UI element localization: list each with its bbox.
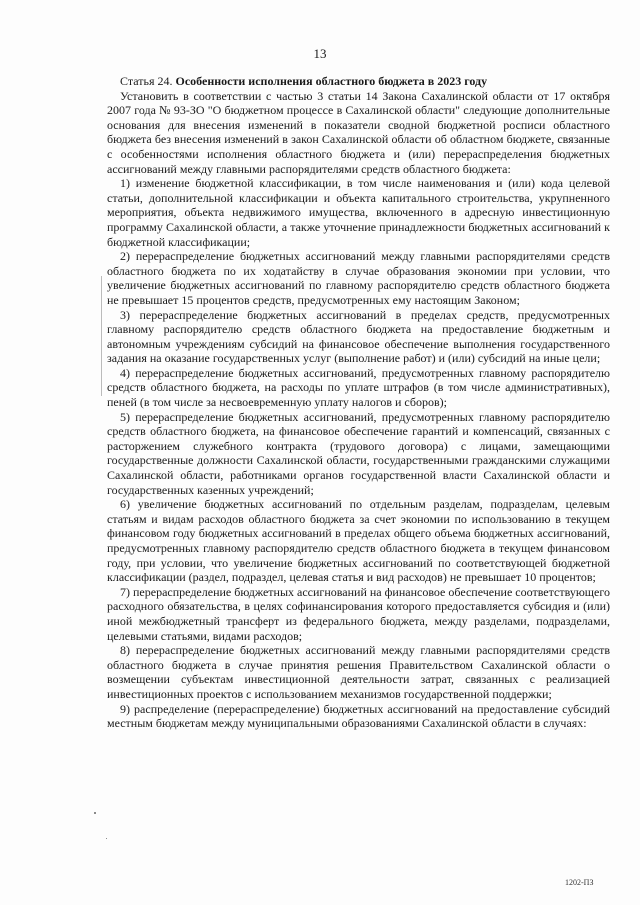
item-8: 8) перераспределение бюджетных ассигнований между главными распорядителями средств областного бюджета в случае принятия решения Правительством Сахалинской области о возмещении субъектам инвестиционной деятельности затрат, связанных с реализацией инвестиционных проектов с использованием механизмов государственной поддержки; bbox=[107, 643, 610, 701]
item-7: 7) перераспределение бюджетных ассигнований на финансовое обеспечение соответствующего расходного обязательства, в целях софинансирования которого предоставляется субсидия и (или) иной межбюджетный трансферт из федерального бюджета, между разделами, подразделами, целевыми статьями, видами расходов; bbox=[107, 584, 610, 643]
item-2: 2) перераспределение бюджетных ассигнований между главными распорядителями средств областного бюджета по их ходатайству в случае образования экономии при условии, что увеличение бюджетных ассигнований по главному распорядителю средств областного бюджета не превышает 15 процентов средств, предусмотренных ему настоящим Законом; bbox=[107, 249, 610, 307]
item-6: 6) увеличение бюджетных ассигнований по отдельным разделам, подразделам, целевым статьям и видам расходов областного бюджета за счет экономии по использованию в текущем финансовом году бюджетных ассигнований в пределах общего объема бюджетных ассигнований, предусмотренных главному распорядителю средств областного бюджета в текущем финансовом году, при условии, что увеличение бюджетных ассигнований по соответствующей бюджетной классификации (раздел, подраздел, целевая статья и вид расходов) не превышает 10 процентов; bbox=[107, 497, 610, 585]
margin-mark bbox=[101, 276, 106, 396]
article-prefix: Статья 24. bbox=[120, 74, 176, 88]
document-code: 1202-ПЗ bbox=[565, 878, 594, 887]
item-1: 1) изменение бюджетной классификации, в том числе наименования и (или) кода целевой статьи, дополнительной классификации и объекта капитального строительства, укрупненного мероприятия, объекта недвижимого имущества, включенного в адресную инвестиционную программу Сахалинской области, а также уточнение принадлежности бюджетных ассигнований к бюджетной классификации; bbox=[107, 176, 610, 249]
article-heading bbox=[107, 74, 610, 89]
intro-paragraph: Установить в соответствии с частью 3 статьи 14 Закона Сахалинской области от 17 октября 2007 года № 93-ЗО "О бюджетном процессе в Сахалинской области" следующие дополнительные основания для внесения изменений в показатели сводной бюджетной росписи областного бюджета без внесения изменений в закон Сахалинской области об областном бюджете, связанные с особенностями исполнения областного бюджета и (или) перераспределения бюджетных ассигнований между главными распорядителями средств областного бюджета: bbox=[107, 88, 610, 176]
scan-speck bbox=[94, 812, 96, 814]
item-5: 5) перераспределение бюджетных ассигнований, предусмотренных главному распорядителю средств областного бюджета, на финансовое обеспечение гарантий и компенсаций, связанных с расторжением служебного контракта (трудового договора) с лицами, замещающими государственные должности Сахалинской области, государственными гражданскими служащими Сахалинской области, работниками органов государственной власти Сахалинской области и государственных казенных учреждений; bbox=[107, 409, 610, 497]
page-number: 13 bbox=[313, 46, 327, 61]
item-9: 9) распределение (перераспределение) бюджетных ассигнований на предоставление субсидий местным бюджетам между муниципальными образованиями Сахалинской области в случаях: bbox=[107, 701, 610, 731]
item-4: 4) перераспределение бюджетных ассигнований, предусмотренных главному распорядителю средств областного бюджета, на расходы по уплате штрафов (в том числе административных), пеней (в том числе за несвоевременную уплату налогов и сборов); bbox=[107, 365, 610, 410]
scan-speck bbox=[106, 838, 107, 839]
item-3: 3) перераспределение бюджетных ассигнований в пределах средств, предусмотренных главному распорядителю средств областного бюджета на предоставление бюджетным и автономным учреждениям субсидий на финансовое обеспечение выполнения государственного задания на оказание государственных услуг (выполнение работ) и (или) субсидий на иные цели; bbox=[107, 307, 610, 366]
article-body bbox=[107, 74, 610, 731]
article-title: Особенности исполнения областного бюджета в 2023 году bbox=[175, 74, 488, 88]
